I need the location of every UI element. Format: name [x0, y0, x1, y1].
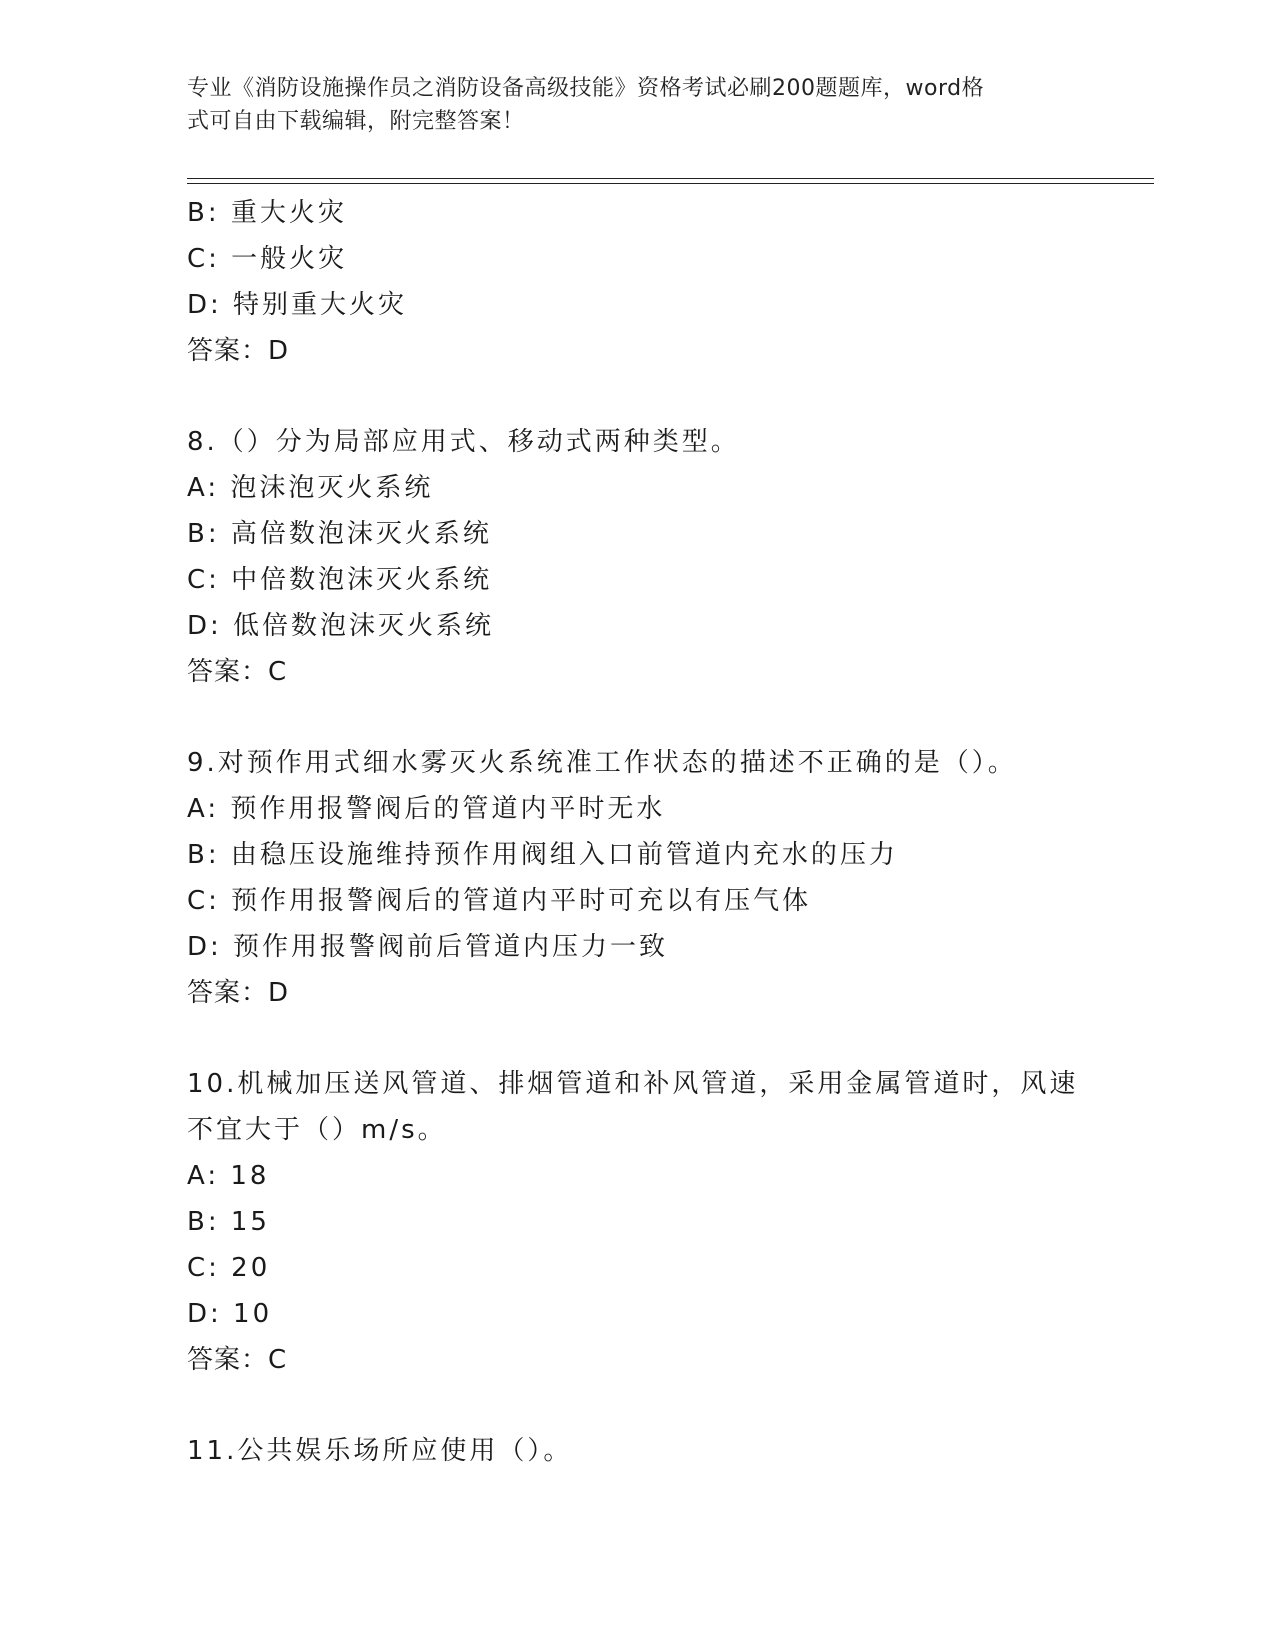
question-stem-line-2: 不宜大于（）m/s。 [187, 1115, 447, 1145]
question-8 [187, 419, 1087, 695]
question-9 [187, 740, 1087, 1016]
option-a: A: 18 [187, 1161, 270, 1191]
option-a: A: 预作用报警阀后的管道内平时无水 [187, 794, 666, 824]
spacer [187, 1383, 1087, 1428]
option-c: C: 预作用报警阀后的管道内平时可充以有压气体 [187, 886, 812, 916]
option-d: D: 特别重大火灾 [187, 290, 408, 320]
question-stem-line-1: 10.机械加压送风管道、排烟管道和补风管道，采用金属管道时，风速 [187, 1069, 1079, 1099]
header-line-2: 式可自由下载编辑，附完整答案！ [187, 109, 525, 134]
option-c: C: 中倍数泡沫灭火系统 [187, 565, 493, 595]
option-b: B: 重大火灾 [187, 198, 347, 228]
answer-label: 答案：D [187, 336, 290, 366]
document-header [187, 72, 1067, 138]
option-d: D: 10 [187, 1299, 273, 1329]
header-line-1: 专业《消防设施操作员之消防设备高级技能》资格考试必刷200题题库，word格 [187, 76, 985, 101]
question-7-tail [187, 190, 1087, 374]
option-c: C: 20 [187, 1253, 271, 1283]
option-c: C: 一般火灾 [187, 244, 348, 274]
answer-label: 答案：C [187, 1345, 288, 1375]
header-divider-top [187, 178, 1154, 179]
option-b: B: 15 [187, 1207, 270, 1237]
question-stem: 11.公共娱乐场所应使用（）。 [187, 1436, 573, 1466]
question-list [187, 190, 1087, 1474]
answer-label: 答案：C [187, 657, 288, 687]
option-b: B: 高倍数泡沫灭火系统 [187, 519, 492, 549]
option-a: A: 泡沫泡灭火系统 [187, 473, 434, 503]
option-d: D: 低倍数泡沫灭火系统 [187, 611, 495, 641]
spacer [187, 374, 1087, 419]
question-11 [187, 1428, 1087, 1474]
question-stem: 9.对预作用式细水雾灭火系统准工作状态的描述不正确的是（）。 [187, 748, 1017, 778]
answer-label: 答案：D [187, 978, 290, 1008]
spacer [187, 695, 1087, 740]
option-d: D: 预作用报警阀前后管道内压力一致 [187, 932, 669, 962]
spacer [187, 1016, 1087, 1061]
option-b: B: 由稳压设施维持预作用阀组入口前管道内充水的压力 [187, 840, 898, 870]
question-10 [187, 1061, 1087, 1383]
question-stem: 8.（）分为局部应用式、移动式两种类型。 [187, 427, 740, 457]
header-divider-bottom [187, 183, 1154, 184]
